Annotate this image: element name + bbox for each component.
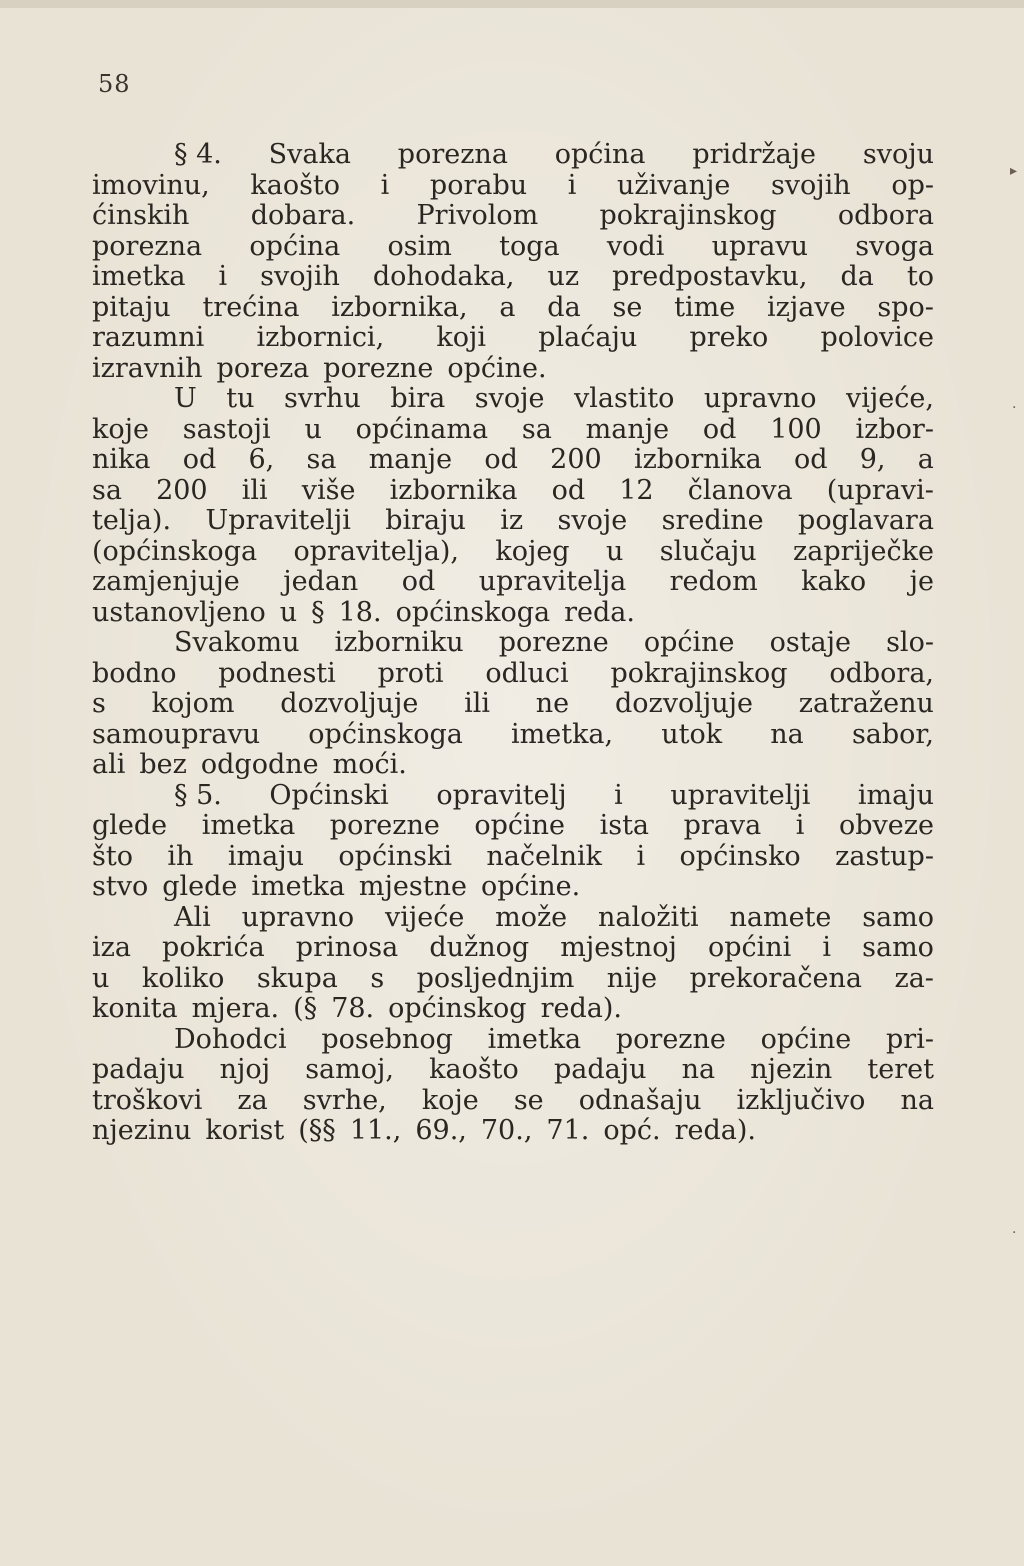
word: 12: [619, 474, 654, 506]
word: obveze: [838, 810, 934, 841]
word: to: [906, 261, 934, 292]
word: reda).: [674, 1115, 756, 1146]
word: glede: [162, 871, 238, 902]
word: općine.: [480, 871, 581, 902]
text-line: [92, 1116, 934, 1147]
word: trećina: [202, 291, 300, 323]
word: opć.: [603, 1115, 661, 1146]
word: zatraženu: [798, 688, 934, 719]
word: pokrajinskog: [610, 657, 788, 689]
word: imetka,: [511, 718, 614, 750]
word: §: [311, 596, 325, 628]
word: ili: [241, 474, 268, 506]
word: izbornika: [389, 474, 518, 506]
word: načelnik: [486, 840, 603, 872]
word: sabor,: [851, 718, 934, 750]
word: 18.: [338, 596, 382, 628]
word: 6,: [248, 444, 275, 475]
word: opravitelja),: [293, 535, 459, 567]
word: bez: [139, 749, 187, 780]
word: u: [304, 413, 322, 445]
text-line: [92, 262, 934, 293]
word: ista: [599, 810, 650, 841]
word: spo-: [877, 291, 934, 323]
word: zastup-: [835, 840, 934, 872]
word: od: [702, 413, 737, 445]
word: na: [900, 1084, 934, 1116]
word: utok: [661, 718, 723, 750]
word: posljednjim: [416, 962, 575, 994]
word: podnesti: [218, 657, 336, 689]
word: imetka: [201, 810, 296, 841]
word: a: [917, 444, 934, 475]
word: dobara.: [250, 200, 356, 231]
word: Svakomu: [174, 627, 300, 658]
word: (općinskoga: [92, 535, 258, 567]
word: U: [174, 383, 197, 414]
word: posebnog: [321, 1023, 453, 1055]
word: glede: [92, 810, 168, 841]
word: kaošto: [250, 169, 341, 201]
word: sredine: [661, 505, 764, 536]
word: izborniku: [334, 627, 464, 658]
word: izbornika,: [331, 291, 468, 323]
text-line: [92, 445, 934, 476]
word: naložiti: [597, 901, 699, 933]
word: manje: [585, 413, 670, 445]
word: s: [370, 962, 385, 994]
text-line: [92, 903, 934, 934]
text-line: [92, 628, 934, 659]
word: koje: [421, 1084, 479, 1116]
word: od: [401, 566, 436, 597]
word: vijeće: [384, 901, 465, 933]
word: prinosa: [295, 932, 399, 963]
text-line: [92, 781, 934, 812]
word: općinsko: [679, 840, 801, 872]
word: Privolom: [416, 200, 539, 231]
word: upravno: [241, 901, 355, 933]
word: ali: [92, 749, 126, 780]
word: osim: [387, 230, 452, 262]
word: sa: [521, 413, 552, 445]
word: svojih: [260, 261, 340, 292]
word: reda.: [564, 596, 635, 628]
word: općinskoga: [308, 718, 463, 750]
word: imetka: [487, 1023, 582, 1055]
word: reda).: [540, 993, 622, 1024]
word: 9,: [859, 444, 886, 475]
word: se: [513, 1084, 544, 1116]
text-line: [92, 994, 934, 1025]
word: od: [551, 474, 586, 506]
word: općina: [249, 230, 341, 262]
word: općine: [760, 1023, 852, 1055]
word: i: [614, 779, 623, 811]
word: padaju: [92, 1054, 185, 1085]
word: kaošto: [429, 1054, 519, 1085]
word: a: [499, 291, 516, 323]
word: konita: [92, 993, 178, 1024]
word: moći.: [332, 749, 407, 780]
word: 100: [770, 413, 822, 445]
word: od: [484, 444, 518, 475]
word: izjave: [767, 291, 846, 323]
text-line: [92, 506, 934, 537]
word: što: [92, 840, 133, 872]
word: skupa: [256, 962, 338, 994]
word: sa: [92, 474, 122, 506]
word: imetka: [92, 261, 186, 292]
word: porezne: [329, 810, 440, 841]
word: odbora,: [829, 657, 934, 689]
word: izključivo: [736, 1084, 866, 1116]
word: porezne: [498, 627, 609, 658]
word: od: [182, 444, 217, 475]
word: za: [237, 1084, 268, 1116]
word: ih: [167, 840, 194, 872]
word: ne: [535, 688, 570, 719]
text-line: [92, 293, 934, 324]
word: porezne: [615, 1023, 726, 1055]
word: općine: [643, 627, 735, 658]
word: biraju: [385, 505, 466, 536]
word: imaju: [227, 840, 304, 872]
word: mjera.: [191, 993, 280, 1024]
word: svoju: [862, 139, 934, 170]
word: više: [301, 474, 356, 506]
word: općinskoga: [395, 596, 551, 628]
word: općina: [554, 139, 646, 170]
word: odluci: [485, 657, 569, 689]
word: i: [218, 261, 228, 292]
word: kako: [801, 566, 867, 597]
word: dozvoljuje: [614, 688, 753, 719]
word: i: [822, 932, 832, 963]
word: i: [636, 840, 646, 872]
word: pokrajinskog: [599, 200, 777, 231]
word: namete: [729, 901, 832, 933]
word: da: [547, 291, 581, 323]
word: u: [279, 596, 298, 628]
text-line: [92, 811, 934, 842]
word: i: [567, 169, 577, 201]
word: slo-: [886, 627, 934, 658]
word: u: [92, 962, 110, 994]
word: 71.: [546, 1115, 590, 1146]
word: svrhe,: [302, 1084, 387, 1116]
word: troškovi: [92, 1084, 203, 1116]
word: samoupravu: [92, 718, 261, 750]
word: op-: [891, 169, 934, 201]
word: vijeće,: [845, 383, 934, 414]
word: pitaju: [92, 291, 171, 323]
word: nika: [92, 444, 151, 475]
word: Upravitelji: [205, 505, 351, 536]
word: time: [674, 291, 736, 323]
word: općine: [474, 810, 566, 841]
word: 70.,: [480, 1115, 533, 1146]
body-text: [92, 140, 934, 1147]
text-line: [92, 1055, 934, 1086]
word: dužnog: [429, 932, 530, 963]
word: ostaje: [769, 627, 851, 658]
word: izravnih: [92, 352, 203, 384]
word: 78.: [331, 993, 375, 1024]
word: Općinski: [269, 779, 389, 811]
word: preko: [689, 322, 769, 353]
text-line: [92, 201, 934, 232]
word: opravitelj: [436, 779, 567, 811]
word: poreza: [216, 352, 310, 384]
word: imetka: [251, 871, 345, 902]
margin-mark: ·: [1012, 1225, 1017, 1241]
text-line: [92, 415, 934, 446]
word: prekoračena: [689, 962, 863, 994]
word: slučaju: [659, 535, 757, 567]
word: samo: [862, 901, 934, 933]
word: stvo: [92, 871, 149, 902]
word: općinskog: [388, 993, 527, 1024]
word: 200: [550, 444, 602, 475]
word: predpostavku,: [612, 261, 808, 292]
word: nije: [606, 962, 658, 994]
word: jedan: [283, 566, 359, 597]
word: i: [795, 810, 805, 841]
word: ili: [464, 688, 490, 719]
word: s: [92, 688, 106, 719]
text-line: [92, 659, 934, 690]
word: upravu: [711, 230, 808, 262]
word: porabu: [429, 169, 528, 201]
word: prava: [683, 810, 762, 841]
word: Svaka: [268, 139, 351, 170]
word: korist: [205, 1115, 285, 1146]
text-line: [92, 140, 934, 171]
word: upravitelji: [670, 779, 811, 811]
word: razumni: [92, 322, 205, 353]
word: svoje: [474, 383, 545, 414]
word: zapriječke: [793, 535, 934, 567]
text-line: [92, 567, 934, 598]
word: za-: [894, 962, 934, 994]
word: § 5.: [174, 779, 222, 811]
word: svoga: [855, 230, 934, 262]
word: samoj,: [305, 1054, 394, 1085]
text-line: [92, 750, 934, 781]
word: upravitelja: [478, 566, 627, 597]
word: općini: [707, 932, 792, 963]
word: bodno: [92, 657, 177, 689]
word: 11.,: [349, 1115, 402, 1146]
word: odnašaju: [578, 1084, 702, 1116]
word: (upravi-: [826, 474, 934, 506]
text-line: [92, 323, 934, 354]
word: bira: [390, 383, 446, 414]
text-line: [92, 476, 934, 507]
word: dozvoljuje: [280, 688, 419, 719]
word: općinama: [355, 413, 489, 445]
margin-mark: ·: [1012, 400, 1017, 416]
page-number: 58: [98, 70, 131, 98]
word: na: [770, 718, 804, 750]
word: porezne: [323, 352, 434, 384]
text-line: [92, 171, 934, 202]
word: imovinu,: [92, 169, 210, 201]
word: teret: [867, 1054, 934, 1085]
word: svrhu: [284, 383, 361, 414]
word: sastoji: [182, 413, 271, 445]
text-line: [92, 1025, 934, 1056]
word: općine.: [447, 352, 547, 384]
word: odbora: [837, 200, 934, 231]
word: iz: [500, 505, 524, 536]
word: ćinskih: [92, 200, 190, 231]
word: Ali: [174, 901, 211, 933]
word: padaju: [553, 1054, 647, 1085]
word: njoj: [219, 1054, 271, 1085]
word: plaćaju: [538, 322, 638, 353]
word: 69.,: [415, 1115, 467, 1146]
word: može: [495, 901, 568, 933]
text-line: [92, 720, 934, 751]
word: samo: [862, 932, 934, 963]
word: kojom: [151, 688, 235, 719]
word: da: [840, 261, 874, 292]
word: se: [612, 291, 643, 323]
word: porezna: [397, 139, 508, 170]
page-top-edge: [0, 0, 1024, 8]
text-line: [92, 842, 934, 873]
word: proti: [377, 657, 444, 689]
word: manje: [368, 444, 453, 475]
word: općinski: [338, 840, 452, 872]
word: kojeg: [495, 535, 570, 567]
word: koje: [92, 413, 149, 445]
word: izbornika: [633, 444, 762, 475]
word: mjestne: [358, 871, 467, 902]
word: i: [380, 169, 390, 201]
text-line: [92, 384, 934, 415]
word: na: [681, 1054, 716, 1085]
word: u: [605, 535, 624, 567]
word: Dohodci: [174, 1023, 287, 1055]
word: njezin: [750, 1054, 833, 1085]
word: koji: [436, 322, 487, 353]
word: tu: [226, 383, 255, 414]
word: 200: [156, 474, 208, 506]
word: poglavara: [798, 505, 934, 536]
word: § 4.: [174, 139, 222, 170]
word: izbor-: [855, 413, 934, 445]
margin-mark: ▸: [1010, 163, 1018, 179]
word: odgodne: [200, 749, 319, 780]
text-line: [92, 872, 934, 903]
word: polovice: [820, 322, 934, 353]
word: uz: [547, 261, 580, 292]
word: njezinu: [92, 1115, 192, 1146]
word: ustanovljeno: [92, 596, 266, 628]
word: redom: [669, 566, 758, 597]
text-line: [92, 964, 934, 995]
word: imaju: [857, 779, 934, 811]
word: uživanje: [616, 169, 731, 201]
word: vodi: [606, 230, 665, 262]
word: upravno: [703, 383, 817, 414]
word: sa: [306, 444, 337, 475]
word: telja).: [92, 505, 172, 536]
text-line: [92, 1086, 934, 1117]
word: pokrića: [162, 932, 265, 963]
word: pri-: [886, 1023, 934, 1055]
word: svojih: [770, 169, 851, 201]
word: od: [793, 444, 828, 475]
word: (§§: [298, 1115, 336, 1146]
text-line: [92, 232, 934, 263]
text-line: [92, 354, 934, 385]
word: pridržaje: [692, 139, 817, 170]
word: iza: [92, 932, 131, 963]
text-line: [92, 933, 934, 964]
word: svoje: [557, 505, 628, 536]
word: dohodaka,: [372, 261, 515, 292]
text-line: [92, 537, 934, 568]
word: toga: [499, 230, 560, 262]
text-line: [92, 598, 934, 629]
word: članova: [687, 474, 793, 506]
word: izbornici,: [256, 322, 385, 353]
word: mjestnoj: [560, 932, 677, 963]
text-line: [92, 689, 934, 720]
word: vlastito: [573, 383, 675, 414]
word: zamjenjuje: [92, 566, 240, 597]
word: je: [909, 566, 934, 597]
word: porezna: [92, 230, 203, 262]
word: (§: [293, 993, 318, 1024]
word: koliko: [141, 962, 225, 994]
